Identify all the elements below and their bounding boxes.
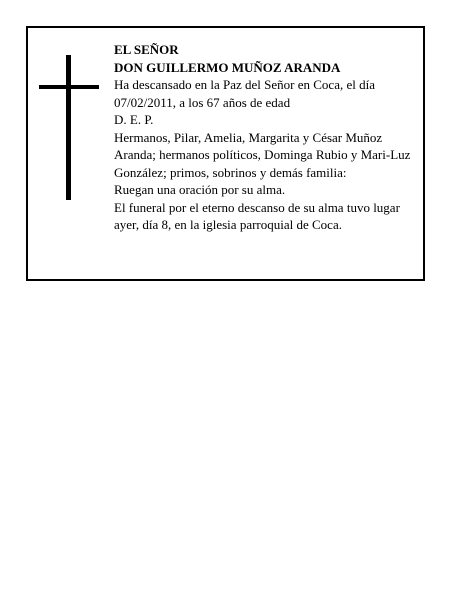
honorific: EL SEÑOR [114, 42, 179, 57]
rip-text: D. E. P. [114, 112, 154, 127]
cross-icon [39, 55, 99, 200]
family-text: Hermanos, Pilar, Amelia, Margarita y César Muñoz Aranda; hermanos políticos, Dominga Rubio y Mari-Luz González; primos, sobrinos y demás familia: [114, 129, 411, 180]
obituary-notice [26, 26, 425, 281]
funeral-text: El funeral por el eterno descanso de su alma tuvo lugar ayer, día 8, en la iglesia parroquial de Coca. [114, 199, 400, 232]
prayer-request-text: Ruegan una oración por su alma. [114, 182, 286, 197]
deceased-name: DON GUILLERMO MUÑOZ ARANDA [114, 59, 341, 75]
cross-horizontal-bar [39, 85, 99, 89]
announcement-text: Ha descansado en la Paz del Señor en Coca, el día 07/02/2011, a los 67 años de edad [114, 77, 375, 110]
cross-vertical-bar [66, 55, 71, 200]
notice-text [114, 41, 419, 234]
